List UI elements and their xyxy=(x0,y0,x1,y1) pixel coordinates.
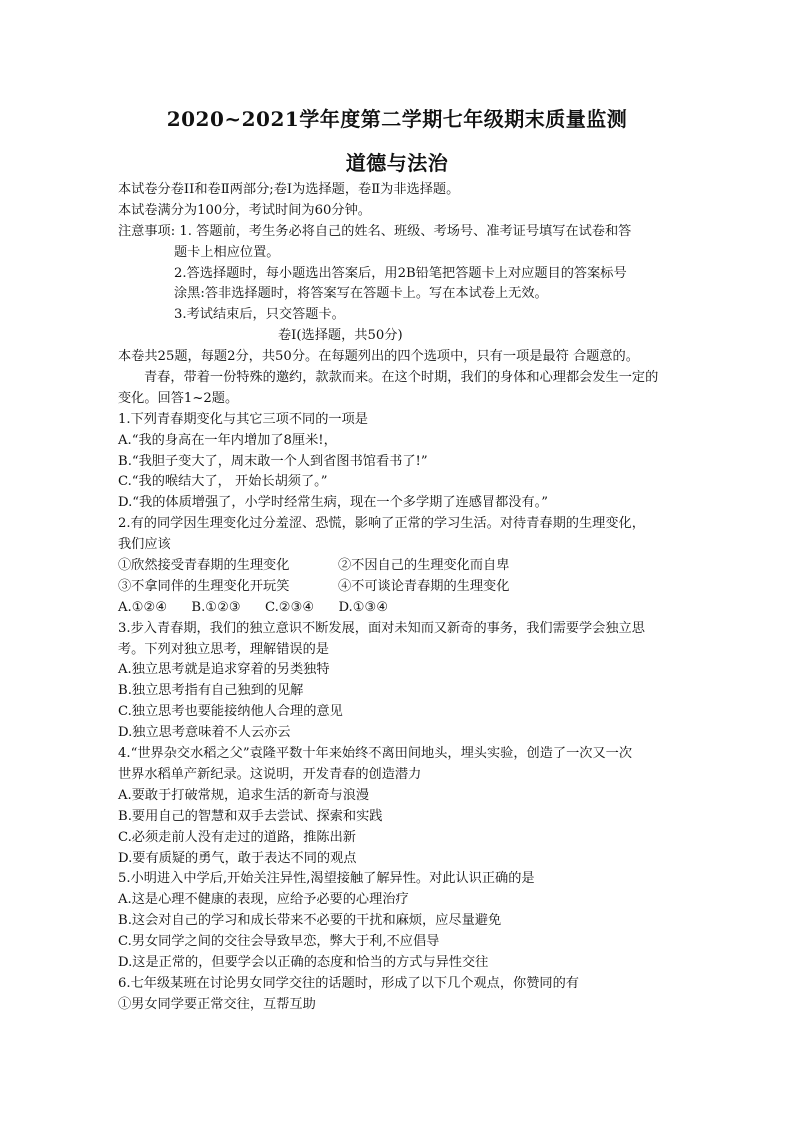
instruction-line: 本试卷满分为100分，考试时间为60分钟。 xyxy=(118,202,371,218)
option-d: D.独立思考意味着不人云亦云 xyxy=(118,725,291,741)
subject-title: 道德与法治 xyxy=(345,151,449,175)
statement: ①欣然接受青春期的生理变化 xyxy=(118,558,290,574)
question-stem: 5.小明进入中学后,开始关注异性,渴望接触了解异性。对此认识正确的是 xyxy=(118,871,535,887)
option-c: C.独立思考也要能接纳他人合理的意见 xyxy=(118,704,343,720)
option-d: D.①③④ xyxy=(338,599,389,615)
option-d: D.要有质疑的勇气，敢于表达不同的观点 xyxy=(118,850,357,866)
option-b: B.要用自己的智慧和双手去尝试、探索和实践 xyxy=(118,808,383,824)
reading-intro: 变化。回答1~2题。 xyxy=(118,390,239,406)
option-a: A.这是心理不健康的表现，应给予必要的心理治疗 xyxy=(118,892,409,908)
option-a: A.“我的身高在一年内增加了8厘米!， xyxy=(118,432,337,448)
section-description: 本卷共25题，每题2分，共50分。在每题列出的四个选项中，只有一项是最符 合题意的。 xyxy=(118,349,639,365)
instruction-line: 本试卷分卷ⅠI和卷Ⅱ两部分;卷Ⅰ为选择题，卷Ⅱ为非选择题。 xyxy=(118,182,460,197)
question-stem: 我们应该 xyxy=(118,537,171,553)
option-d: D.这是正常的，但要学会以正确的态度和恰当的方式与异性交往 xyxy=(118,954,489,970)
option-c: C.②③④ xyxy=(264,599,315,615)
exam-title: 2020~2021学年度第二学期七年级期末质量监测 xyxy=(166,107,628,131)
question-stem: 2.有的同学因生理变化过分羞涩、恐慌，影响了正常的学习生活。对待青春期的生理变化， xyxy=(118,516,645,532)
instruction-line: 3.考试结束后，只交答题卡。 xyxy=(174,307,345,323)
question-stem: 6.七年级某班在讨论男女同学交往的话题时，形成了以下几个观点，你赞同的有 xyxy=(118,975,579,991)
option-c: C.“我的喉结大了， 开始长胡须了。” xyxy=(118,474,328,490)
statement-row xyxy=(118,577,678,598)
option-a: A.独立思考就是追求穿着的另类独特 xyxy=(118,662,330,678)
question-stem: 3.步入青春期，我们的独立意识不断发展，面对未知而又新奇的事务，我们需要学会独立思 xyxy=(118,620,645,636)
exam-content xyxy=(118,180,678,1016)
statement-row xyxy=(118,556,678,577)
reading-intro: 青春，带着一份特殊的邀约，款款而来。在这个时期，我们的身体和心理都会发生一定的 xyxy=(144,370,659,386)
option-b: B.“我胆子变大了，周末敢一个人到省图书馆看书了!” xyxy=(118,453,428,469)
statement: ①男女同学要正常交往，互帮互助 xyxy=(118,996,316,1012)
option-a: A.要敢于打破常规，追求生活的新奇与浪漫 xyxy=(118,787,370,803)
option-b: B.这会对自己的学习和成长带来不必要的干扰和麻烦，应尽量避免 xyxy=(118,913,502,929)
question-stem: 考。下列对独立思考，理解错误的是 xyxy=(118,641,329,657)
statement: ③不拿同伴的生理变化开玩笑 xyxy=(118,578,290,594)
option-c: C.必须走前人没有走过的道路，推陈出新 xyxy=(118,829,356,845)
option-b: B.独立思考指有自己独到的见解 xyxy=(118,683,304,699)
option-d: D.“我的体质增强了，小学时经常生病，现在一个多学期了连感冒都没有。” xyxy=(118,495,548,511)
question-stem: 4.“世界杂交水稻之父”袁隆平数十年来始终不离田间地头，埋头实验，创造了一次又一次 xyxy=(118,746,632,762)
question-stem: 1.下列青春期变化与其它三项不同的一项是 xyxy=(118,411,368,427)
statement: ④不可谈论青春期的生理变化 xyxy=(338,578,510,594)
option-c: C.男女同学之间的交往会导致早恋，弊大于利,不应倡导 xyxy=(118,934,440,950)
statement: ②不因自己的生理变化而自卑 xyxy=(338,558,510,574)
option-a: A.①②④ xyxy=(118,599,168,615)
question-stem: 世界水稻单产新纪录。这说明，开发青春的创造潜力 xyxy=(118,766,422,782)
instruction-line: 2.答选择题时，每小题选出答案后，用2B铅笔把答题卡上对应题目的答案标号 xyxy=(174,265,627,281)
instruction-line: 题卡上相应位置。 xyxy=(174,244,280,260)
section-title: 卷Ⅰ(选择题，共50分) xyxy=(278,328,403,344)
instruction-line: 注意事项: 1. 答题前，考生务必将自己的姓名、班级、考场号、准考证号填写在试卷和答 xyxy=(118,223,632,239)
answer-options-row xyxy=(118,598,678,619)
instruction-line: 涂黑:答非选择题时，将答案写在答题卡上。写在本试卷上无效。 xyxy=(174,286,548,302)
option-b: B.①②③ xyxy=(191,599,241,615)
